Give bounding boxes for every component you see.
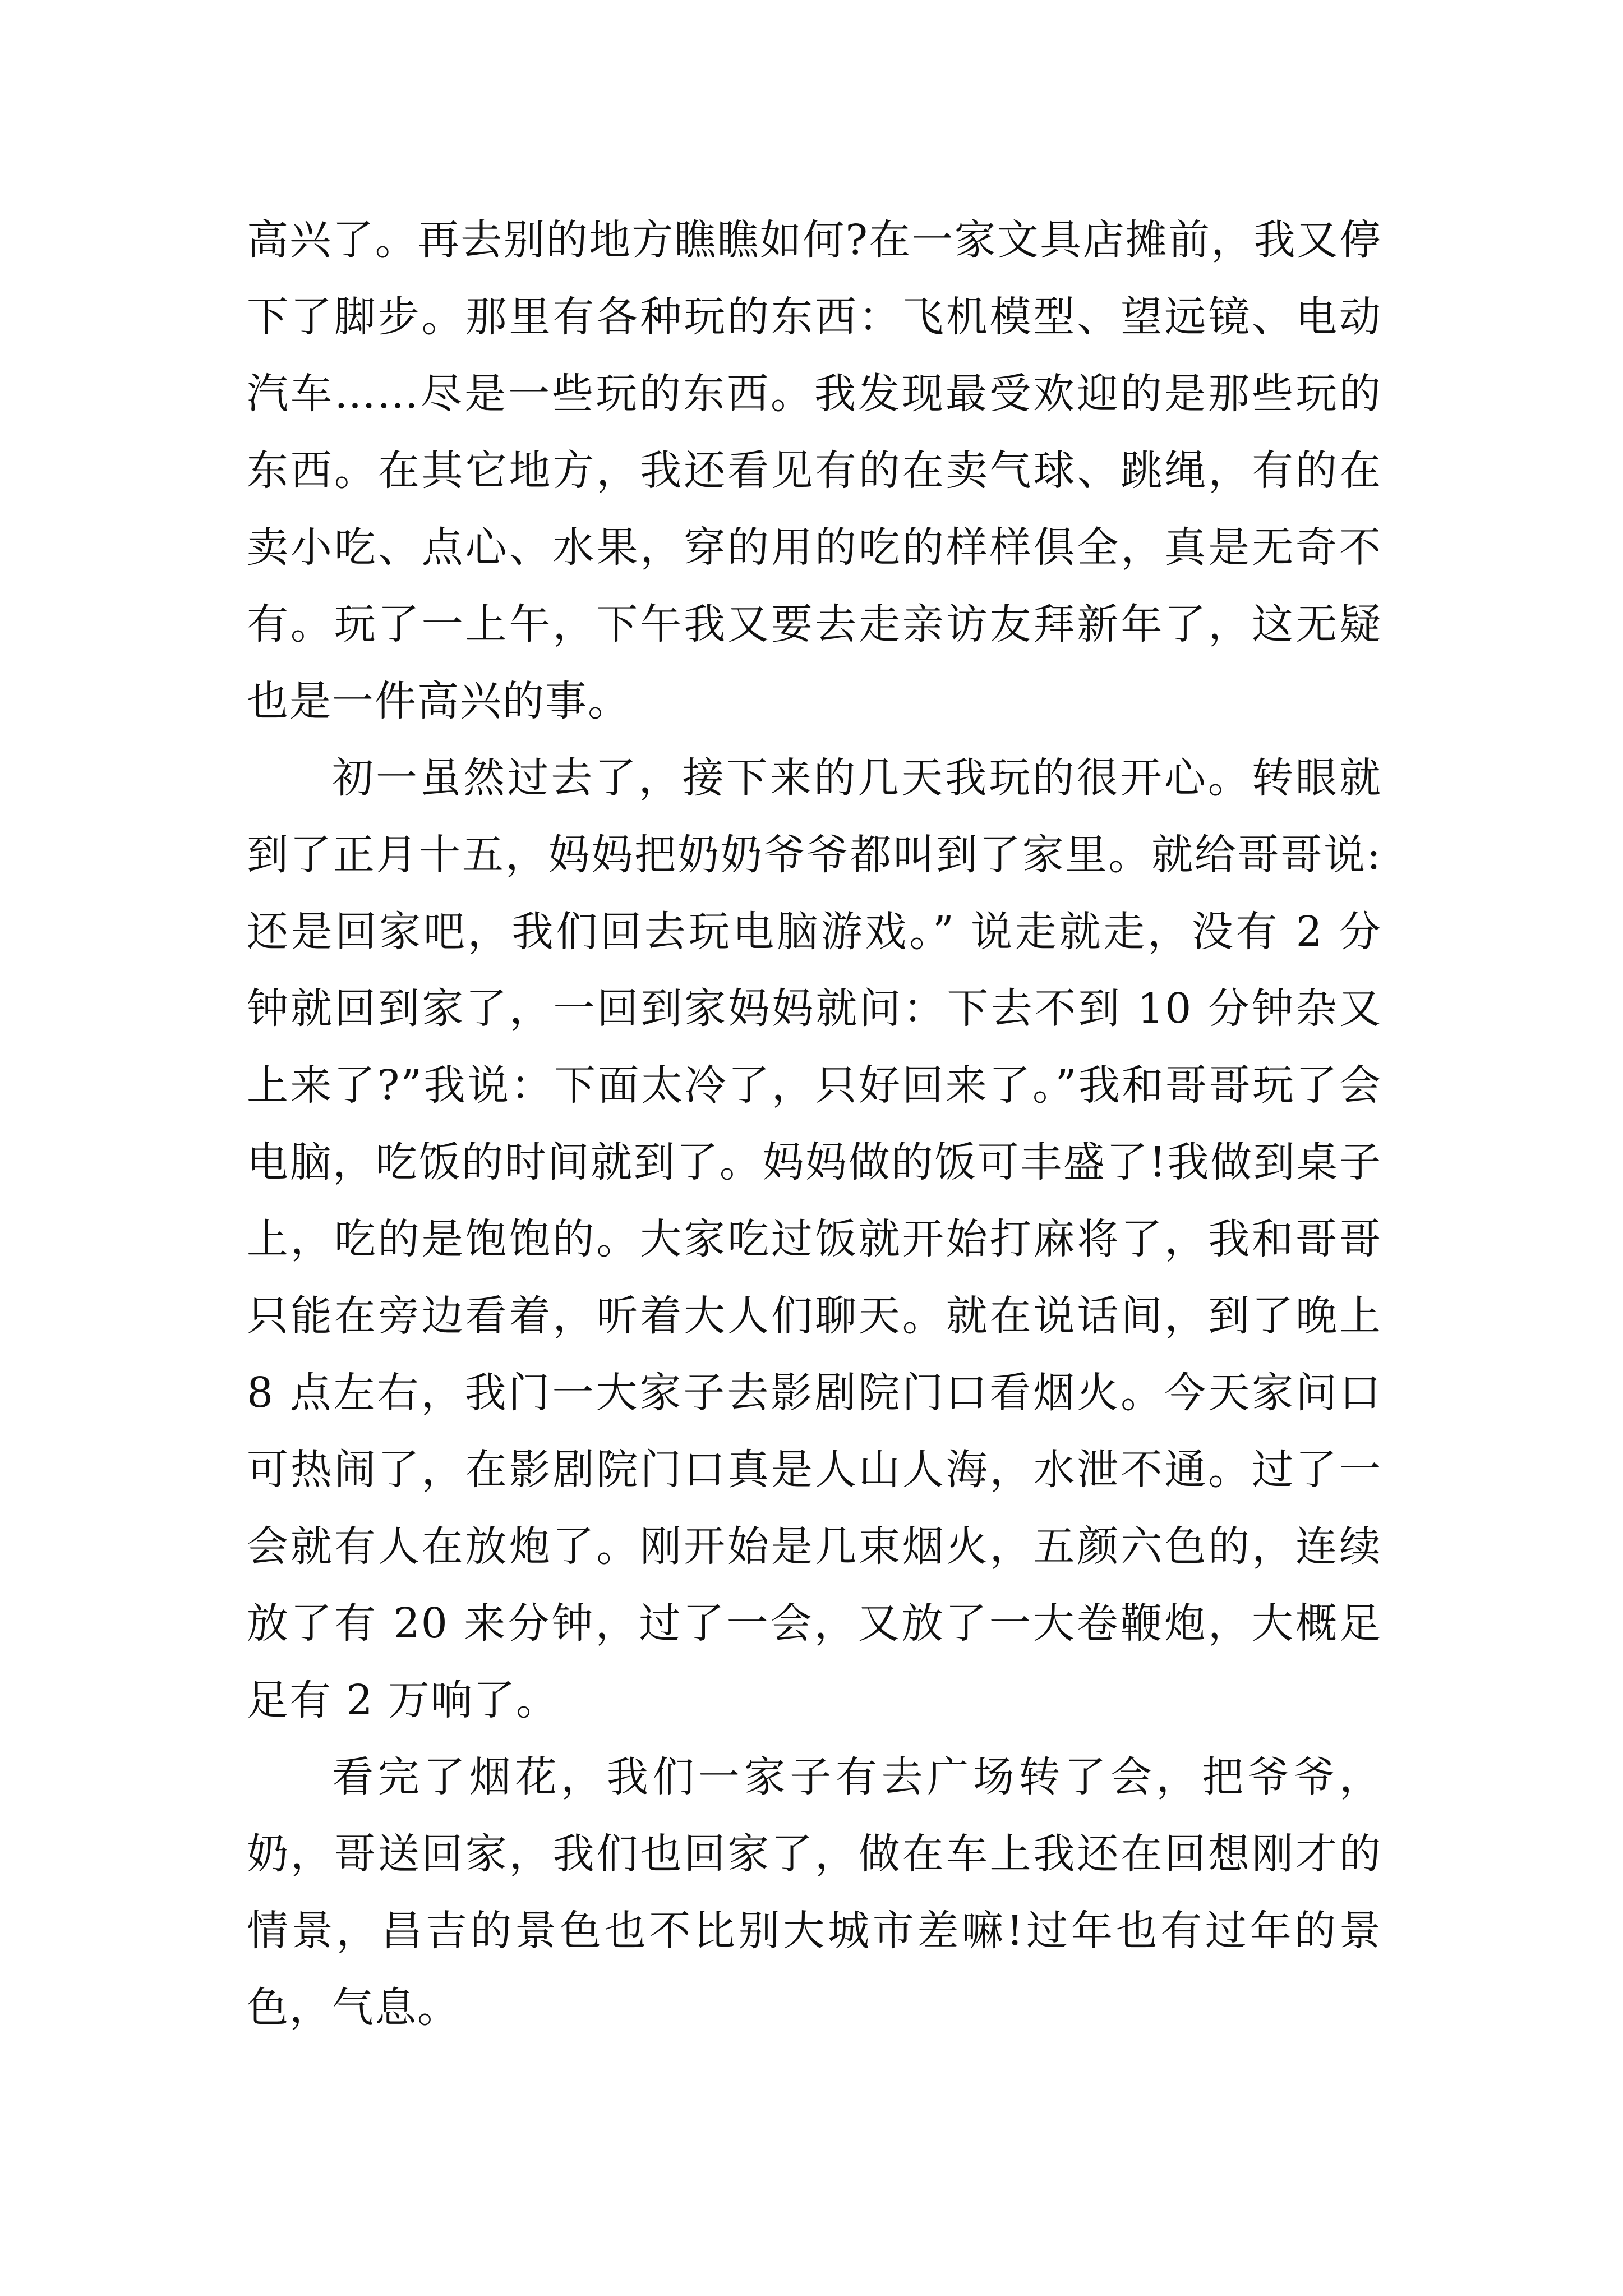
- paragraph-2: 初一虽然过去了，接下来的几天我玩的很开心。转眼就到了正月十五，妈妈把奶奶爷爷都叫到了家里。就给哥哥说:还是回家吧，我们回去玩电脑游戏。” 说走就走，没有 2 分钟就回到家了，一回到家妈妈就问：下去不到 10 分钟杂又上来了?”我说：下面太冷了，只好回来了。”我和哥哥玩了会电脑，吃饭的时间就到了。妈妈做的饭可丰盛了!我做到桌子上，吃的是饱饱的。大家吃过饭就开始打麻将了，我和哥哥只能在旁边看着，听着大人们聊天。就在说话间，到了晚上 8 点左右，我门一大家子去影剧院门口看烟火。今天家问口可热闹了，在影剧院门口真是人山人海，水泄不通。过了一会就有人在放炮了。刚开始是几束烟火，五颜六色的，连续放了有 20 来分钟，过了一会，又放了一大卷鞭炮，大概足足有 2 万响了。: [247, 754, 1382, 1724]
- paragraph-1: 高兴了。再去别的地方瞧瞧如何?在一家文具店摊前，我又停下了脚步。那里有各种玩的东西：飞机模型、望远镜、电动汽车……尽是一些玩的东西。我发现最受欢迎的是那些玩的东西。在其它地方，我还看见有的在卖气球、跳绳，有的在卖小吃、点心、水果，穿的用的吃的样样俱全，真是无奇不有。玩了一上午，下午我又要去走亲访友拜新年了，这无疑也是一件高兴的事。: [247, 216, 1382, 725]
- paragraph-3: 看完了烟花，我们一家子有去广场转了会，把爷爷，奶，哥送回家，我们也回家了，做在车上我还在回想刚才的情景，昌吉的景色也不比别大城市差嘛!过年也有过年的景色，气息。: [247, 1753, 1382, 2032]
- document-body: [247, 202, 1382, 2046]
